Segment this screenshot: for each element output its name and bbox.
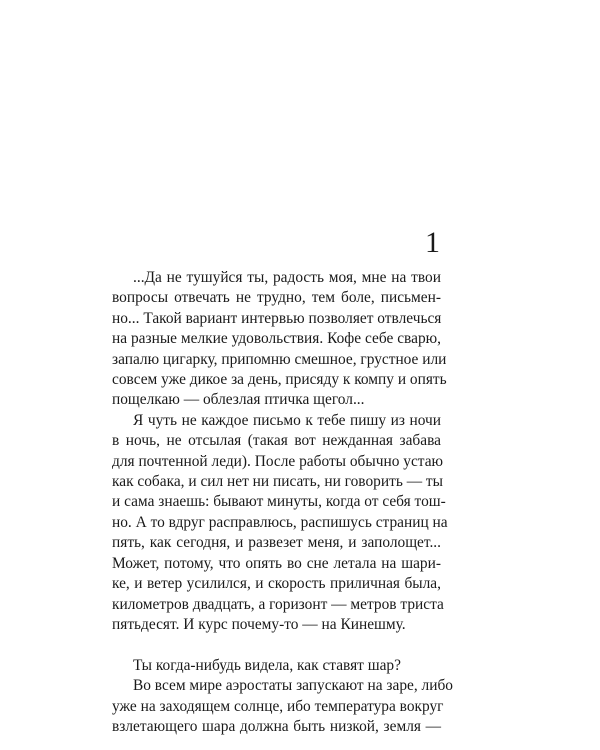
text-line: вопросы отвечать не трудно, тем боле, письмен- [112, 289, 441, 307]
text-line: на разные мелкие удовольствия. Кофе себе сварю, [112, 330, 441, 348]
text-line: и сама знаешь: бывают минуты, когда от себя тош- [112, 493, 446, 511]
text-line: Во всем мире аэростаты запускают на заре, либо [133, 677, 453, 695]
paragraph-3 [112, 656, 441, 676]
text-line: совсем уже дикое за день, присяду к компу и опять [112, 371, 447, 389]
text-line: пощелкаю — облезлая птичка щегол... [112, 391, 365, 409]
paragraph-2 [112, 411, 448, 635]
text-line: ...Да не тушуйся ты, радость моя, мне на твои [133, 269, 441, 286]
text-line: в ночь, не отсылая (такая вот нежданная забава [112, 432, 441, 450]
body-text [112, 268, 453, 737]
chapter-number: 1 [425, 226, 440, 259]
text-line: пятьдесят. И курс почему-то — на Кинешму. [112, 615, 406, 633]
text-line: взлетающего шара должна быть низкой, земля — [112, 717, 441, 735]
section-break [112, 635, 441, 655]
text-line: но. А то вдруг расправлюсь, распишусь страниц на [112, 513, 448, 531]
text-line: уже на заходящем солнце, ибо температура вокруг [112, 697, 444, 715]
text-line: Может, потому, что опять во сне летала на шари- [112, 554, 441, 572]
text-line: Я чуть не каждое письмо к тебе пишу из ночи [133, 411, 441, 429]
text-line: но... Такой вариант интервью позволяет отвлечься [112, 309, 442, 327]
text-line: километров двадцать, а горизонт — метров триста [112, 595, 444, 613]
text-line: как собака, и сил нет ни писать, ни говорить — ты [112, 473, 443, 491]
text-line: Ты когда-нибудь видела, как ставят шар? [133, 656, 401, 674]
paragraph-4 [112, 676, 453, 737]
paragraph-1 [112, 268, 447, 411]
text-line: пять, как сегодня, и развезет меня, и заполощет... [112, 534, 441, 552]
text-line: запалю цигарку, припомню смешное, грустное или [112, 350, 447, 368]
text-line: ке, и ветер усилился, и скорость приличная была, [112, 575, 441, 593]
text-line: для почтенной леди). После работы обычно устаю [112, 452, 444, 470]
